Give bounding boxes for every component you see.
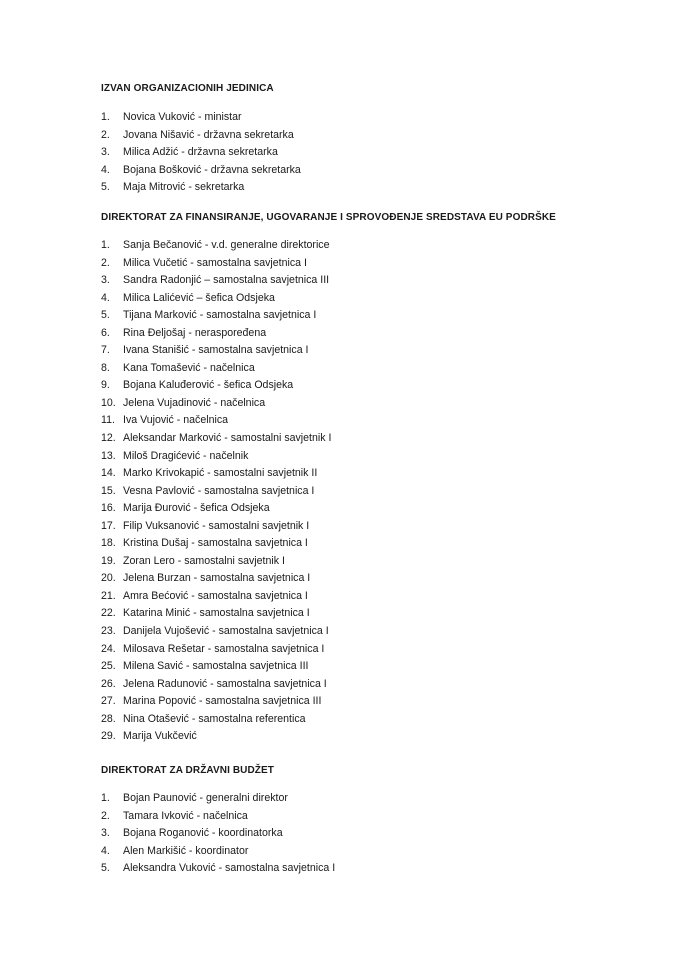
list-item-text: Tamara Ivković - načelnica [123, 809, 248, 822]
list-item-text: Aleksandra Vuković - samostalna savjetnica I [123, 862, 336, 875]
list-item-number: 9. [101, 379, 110, 392]
list-item-number: 4. [101, 163, 110, 176]
staff-list [0, 790, 679, 878]
list-item-text: Marija Đurović - šefica Odsjeka [123, 502, 270, 515]
list-item [0, 808, 679, 826]
list-item [0, 237, 679, 255]
list-item-text: Kristina Dušaj - samostalna savjetnica I [123, 537, 308, 550]
list-item-text: Milena Savić - samostalna savjetnica III [123, 660, 309, 673]
list-item-text: Danijela Vujošević - samostalna savjetnica I [123, 625, 329, 638]
list-item-number: 3. [101, 146, 110, 159]
list-item-number: 28. [101, 712, 116, 725]
list-item [0, 553, 679, 571]
list-item [0, 377, 679, 395]
list-item [0, 412, 679, 430]
list-item-number: 19. [101, 554, 116, 567]
list-item [0, 162, 679, 180]
list-item [0, 272, 679, 290]
list-item-text: Bojana Roganović - koordinatorka [123, 827, 283, 840]
list-item-text: Amra Bećović - samostalna savjetnica I [123, 589, 308, 602]
list-item-number: 8. [101, 361, 110, 374]
list-item-text: Nina Otašević - samostalna referentica [123, 712, 306, 725]
list-item-number: 1. [101, 239, 110, 251]
list-item-number: 16. [101, 502, 116, 515]
list-item [0, 518, 679, 536]
list-item [0, 144, 679, 162]
list-item-number: 12. [101, 432, 116, 445]
list-item-text: Novica Vuković - ministar [123, 111, 242, 123]
list-item-text: Sanja Bečanović - v.d. generalne direktorice [123, 239, 330, 251]
section-heading: IZVAN ORGANIZACIONIH JEDINICA [101, 83, 274, 94]
section-heading: DIREKTORAT ZA FINANSIRANJE, UGOVARANJE I SPROVOĐENJE SREDSTAVA EU PODRŠKE [101, 212, 556, 223]
list-item-text: Miloš Dragićević - načelnik [123, 449, 249, 462]
list-item-number: 1. [101, 792, 110, 804]
list-item-text: Tijana Marković - samostalna savjetnica I [123, 309, 317, 322]
list-item-number: 7. [101, 344, 110, 357]
list-item [0, 605, 679, 623]
list-item [0, 255, 679, 273]
list-item-number: 21. [101, 589, 116, 602]
list-item-number: 22. [101, 607, 116, 620]
list-item [0, 693, 679, 711]
list-item-text: Kana Tomašević - načelnica [123, 361, 255, 374]
list-item-number: 3. [101, 274, 110, 287]
list-item-text: Marina Popović - samostalna savjetnica III [123, 695, 322, 708]
list-item [0, 179, 679, 197]
list-item-text: Milica Adžić - državna sekretarka [123, 146, 278, 159]
list-item-text: Bojana Kaluđerović - šefica Odsjeka [123, 379, 294, 392]
list-item-text: Marija Vukčević [123, 730, 197, 743]
list-item-text: Sandra Radonjić – samostalna savjetnica III [123, 274, 330, 287]
list-item-text: Milica Lalićević – šefica Odsjeka [123, 291, 275, 304]
section-heading: DIREKTORAT ZA DRŽAVNI BUDŽET [101, 765, 274, 776]
list-item-number: 14. [101, 467, 116, 480]
list-item-text: Iva Vujović - načelnica [123, 414, 229, 427]
list-item-number: 4. [101, 844, 110, 857]
list-item [0, 676, 679, 694]
list-item-number: 29. [101, 730, 116, 743]
list-item-number: 4. [101, 291, 110, 304]
list-item-number: 27. [101, 695, 116, 708]
list-item-number: 3. [101, 827, 110, 840]
list-item-number: 13. [101, 449, 116, 462]
list-item [0, 790, 679, 808]
list-item-number: 20. [101, 572, 116, 585]
list-item-number: 18. [101, 537, 116, 550]
list-item-text: Katarina Minić - samostalna savjetnica I [123, 607, 310, 620]
list-item-number: 15. [101, 484, 116, 497]
staff-list [0, 109, 679, 197]
list-item-number: 6. [101, 326, 110, 339]
list-item-number: 2. [101, 256, 110, 269]
list-item [0, 342, 679, 360]
list-item [0, 711, 679, 729]
list-item-text: Jelena Radunović - samostalna savjetnica I [123, 677, 327, 690]
list-item [0, 395, 679, 413]
list-item [0, 570, 679, 588]
list-item [0, 658, 679, 676]
list-item [0, 127, 679, 145]
list-item [0, 465, 679, 483]
list-item-text: Jovana Nišavić - državna sekretarka [123, 128, 294, 141]
list-item [0, 825, 679, 843]
list-item [0, 430, 679, 448]
list-item [0, 307, 679, 325]
list-item [0, 290, 679, 308]
list-item-text: Bojana Bošković - državna sekretarka [123, 163, 301, 176]
list-item [0, 109, 679, 127]
list-item [0, 500, 679, 518]
list-item [0, 588, 679, 606]
list-item-text: Alen Markišić - koordinator [123, 844, 249, 857]
list-item [0, 860, 679, 878]
list-item-text: Maja Mitrović - sekretarka [123, 181, 245, 194]
list-item-text: Vesna Pavlović - samostalna savjetnica I [123, 484, 315, 497]
list-item-text: Filip Vuksanović - samostalni savjetnik I [123, 519, 310, 532]
list-item [0, 483, 679, 501]
list-item-number: 2. [101, 809, 110, 822]
list-item-text: Rina Đeljošaj - neraspoređena [123, 326, 267, 339]
list-item-number: 26. [101, 677, 116, 690]
list-item-number: 2. [101, 128, 110, 141]
list-item-text: Jelena Burzan - samostalna savjetnica I [123, 572, 311, 585]
list-item [0, 325, 679, 343]
list-item [0, 623, 679, 641]
list-item-text: Jelena Vujadinović - načelnica [123, 396, 266, 409]
list-item-number: 23. [101, 625, 116, 638]
list-item-number: 5. [101, 862, 110, 875]
list-item [0, 360, 679, 378]
staff-list [0, 237, 679, 746]
list-item-text: Milica Vučetić - samostalna savjetnica I [123, 256, 307, 269]
list-item-text: Zoran Lero - samostalni savjetnik I [123, 554, 285, 567]
list-item [0, 535, 679, 553]
list-item-text: Bojan Paunović - generalni direktor [123, 792, 288, 804]
list-item-text: Milosava Rešetar - samostalna savjetnica I [123, 642, 325, 655]
list-item-number: 1. [101, 111, 110, 123]
list-item [0, 641, 679, 659]
list-item-text: Aleksandar Marković - samostalni savjetnik I [123, 432, 332, 445]
list-item-number: 5. [101, 181, 110, 194]
list-item-number: 24. [101, 642, 116, 655]
list-item [0, 728, 679, 746]
list-item-number: 25. [101, 660, 116, 673]
list-item-number: 17. [101, 519, 116, 532]
list-item-text: Marko Krivokapić - samostalni savjetnik II [123, 467, 318, 480]
list-item-number: 10. [101, 396, 116, 409]
list-item-number: 11. [101, 414, 115, 427]
list-item [0, 843, 679, 861]
list-item [0, 448, 679, 466]
list-item-number: 5. [101, 309, 110, 322]
list-item-text: Ivana Stanišić - samostalna savjetnica I [123, 344, 309, 357]
